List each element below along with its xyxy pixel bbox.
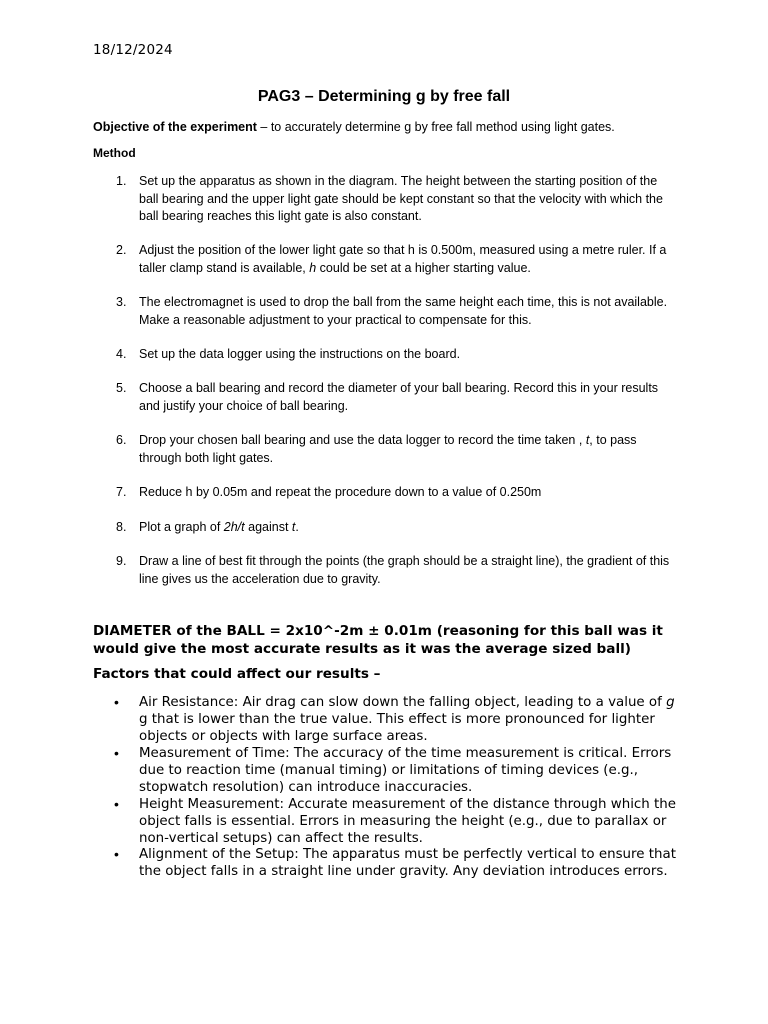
step-text-part: , to pass through both light gates. bbox=[139, 433, 637, 465]
ball-diameter-statement: DIAMETER of the BALL = 2x10^-2m ± 0.01m (reasoning for this ball was it would give the most accurate results as it was the average sized ball) bbox=[93, 623, 663, 657]
bullet-icon: • bbox=[114, 745, 119, 761]
step-number: 1. bbox=[116, 174, 127, 188]
step-text bbox=[139, 432, 679, 467]
factor-text: Alignment of the Setup: The apparatus must be perfectly vertical to ensure that the object falls in a straight line under gravity. Any deviation introduces errors. bbox=[139, 847, 676, 879]
step-number: 4. bbox=[116, 347, 127, 361]
step-text bbox=[139, 242, 679, 277]
objective-text: – to accurately determine g by free fall method using light gates. bbox=[256, 120, 615, 134]
step-text-italic: t bbox=[291, 520, 296, 534]
step-number: 6. bbox=[116, 433, 127, 447]
factor-text bbox=[139, 694, 684, 745]
step-text-part: Adjust the position of the lower light gate so that h is 0.500m, measured using a metre ruler. If a taller clamp stand is available, bbox=[139, 243, 667, 275]
step-number: 2. bbox=[116, 243, 127, 257]
step-text-part: . bbox=[295, 520, 299, 534]
step-text bbox=[139, 519, 679, 537]
objective-label: Objective of the experiment bbox=[93, 120, 257, 134]
document-title: PAG3 – Determining g by free fall bbox=[257, 88, 511, 105]
factors-heading: Factors that could affect our results – bbox=[93, 666, 381, 682]
bullet-icon: • bbox=[114, 796, 119, 812]
bullet-icon: • bbox=[114, 694, 119, 710]
step-text: Draw a line of best fit through the points (the graph should be a straight line), the gradient of this line gives us the acceleration due to gravity. bbox=[139, 554, 670, 586]
step-text-part: Plot a graph of bbox=[139, 520, 224, 534]
step-number: 3. bbox=[116, 295, 127, 309]
step-text-italic: h bbox=[309, 260, 317, 275]
step-text-italic: 2h/t bbox=[223, 520, 245, 534]
factor-text: Measurement of Time: The accuracy of the time measurement is critical. Errors due to reaction time (manual timing) or limitations of timing devices (e.g., stopwatch resolution) can introduce inaccuracies. bbox=[139, 746, 672, 795]
step-text-italic: t bbox=[585, 433, 590, 447]
factor-text: Height Measurement: Accurate measurement of the distance through which the object falls is essential. Errors in measuring the height (e.g., due to parallax or non-vertical setups) can affect the results. bbox=[139, 797, 676, 846]
step-number: 9. bbox=[116, 554, 127, 568]
step-text: The electromagnet is used to drop the ball from the same height each time, this is not available. Make a reasonable adjustment to your practical to compensate for this. bbox=[139, 295, 668, 327]
factor-text-part: g that is lower than the true value. This effect is more pronounced for lighter objects or objects with large surface areas. bbox=[139, 712, 655, 744]
step-text: Choose a ball bearing and record the diameter of your ball bearing. Record this in your results and justify your choice of ball bearing. bbox=[139, 381, 659, 413]
factor-text-part: Air Resistance: Air drag can slow down the falling object, leading to a value of bbox=[139, 695, 667, 710]
step-text-part: Drop your chosen ball bearing and use the data logger to record the time taken , bbox=[139, 433, 586, 447]
bullet-icon: • bbox=[114, 846, 119, 862]
step-number: 8. bbox=[116, 520, 127, 534]
factor-text-italic: g bbox=[666, 695, 675, 710]
step-text: Set up the data logger using the instructions on the board. bbox=[139, 347, 461, 361]
step-text: Reduce h by 0.05m and repeat the procedure down to a value of 0.250m bbox=[139, 485, 542, 499]
method-heading: Method bbox=[93, 146, 136, 160]
step-number: 5. bbox=[116, 381, 127, 395]
step-number: 7. bbox=[116, 485, 127, 499]
document-date: 18/12/2024 bbox=[93, 42, 173, 58]
step-text-part: could be set at a higher starting value. bbox=[316, 260, 531, 275]
step-text-part: against bbox=[244, 520, 292, 534]
step-text: Set up the apparatus as shown in the diagram. The height between the starting position of the ball bearing and the upper light gate should be kept constant so that the velocity with which the ball bearing reaches this light gate is also constant. bbox=[139, 174, 663, 223]
objective-line bbox=[93, 120, 615, 134]
